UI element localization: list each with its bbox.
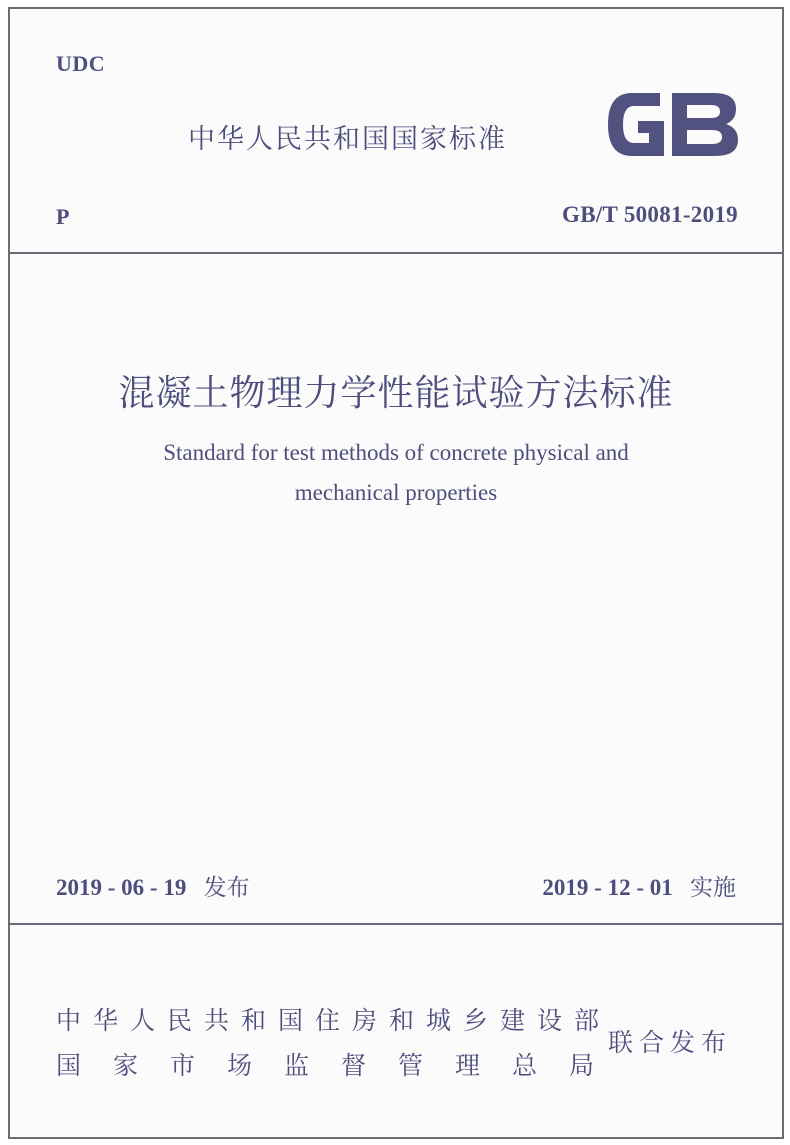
issuer-line-2: 国家市场监督管理总局 xyxy=(56,1051,627,1080)
header-divider xyxy=(10,252,782,254)
udc-label: UDC xyxy=(56,51,106,76)
implement-label: 实施 xyxy=(690,875,736,901)
issuer-line-1: 中华人民共和国住房和城乡建设部 xyxy=(56,1006,612,1035)
implement-date: 2019 - 12 - 01 xyxy=(542,875,673,900)
joint-issue-label: 联合发布 xyxy=(608,1028,733,1057)
standard-cover xyxy=(8,7,784,1139)
category-letter: P xyxy=(56,204,70,229)
title-english-line-2: mechanical properties xyxy=(294,480,498,505)
implement-date-block xyxy=(542,869,736,902)
publish-label: 发布 xyxy=(203,875,250,901)
footer-divider xyxy=(10,923,782,925)
gb-logo-g-shape xyxy=(608,93,664,156)
title-chinese: 混凝土物理力学性能试验方法标准 xyxy=(118,373,674,414)
gb-logo xyxy=(602,87,742,162)
standard-type: 中华人民共和国国家标准 xyxy=(188,124,507,155)
publish-date: 2019 - 06 - 19 xyxy=(56,875,187,900)
title-english-line-1: Standard for test methods of concrete physical and xyxy=(163,440,629,465)
gb-logo-b-shape xyxy=(672,93,738,156)
publish-date-block xyxy=(56,869,250,902)
title-english xyxy=(70,433,722,513)
standard-code: GB/T 50081-2019 xyxy=(562,202,738,227)
